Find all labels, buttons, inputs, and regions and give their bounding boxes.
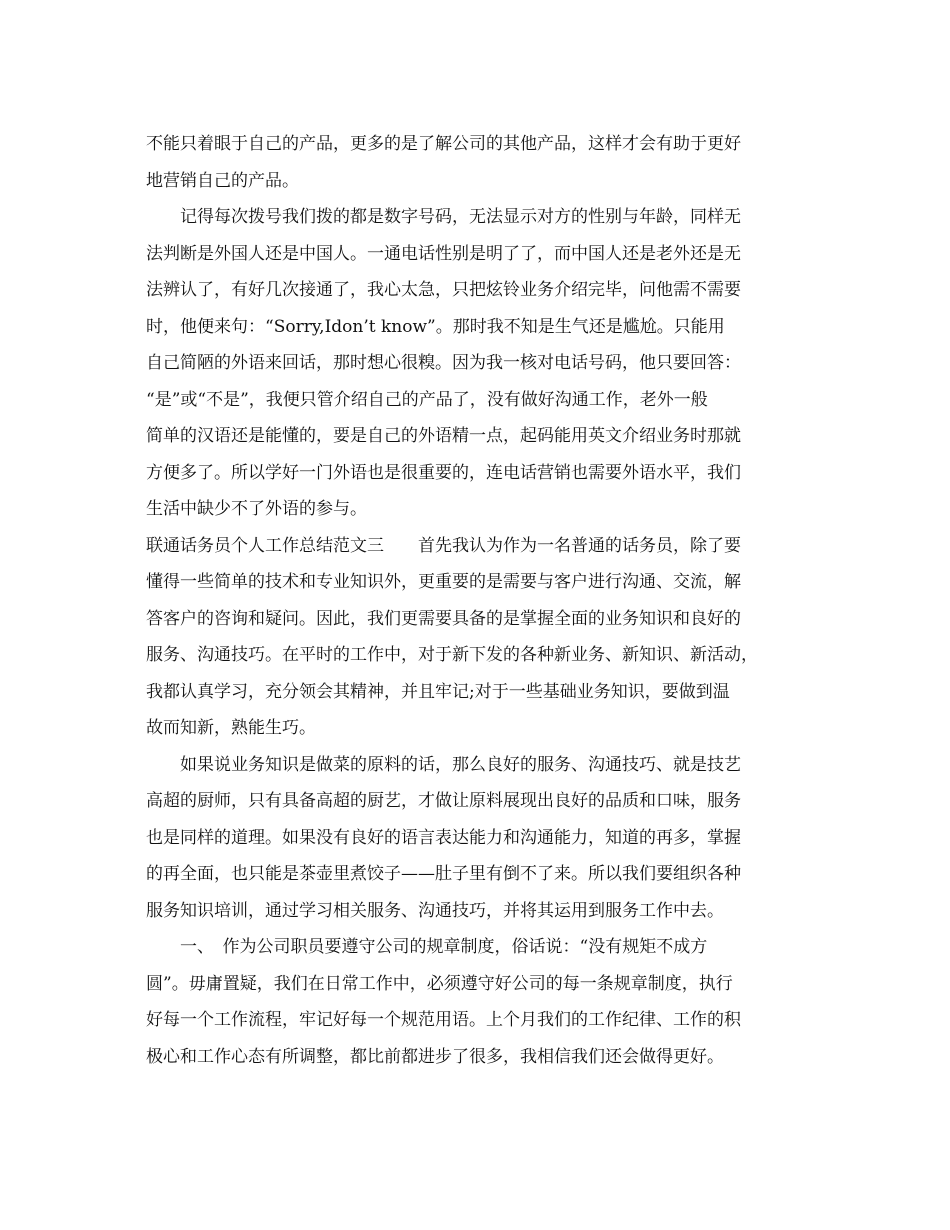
text-line: 的再全面，也只能是茶壶里煮饺子——肚子里有倒不了来。所以我们要组织各种 [146,864,741,884]
text-line: 服务知识培训，通过学习相关服务、沟通技巧，并将其运用到服务工作中去。 [146,900,724,921]
text-line: 极心和工作心态有所调整，都比前都进步了很多，我相信我们还会做得更好。 [146,1046,724,1067]
text-line: 高超的厨师，只有具备高超的厨艺，才做让原料展现出良好的品质和口味，服务 [146,791,741,811]
text-line: 记得每次拨号我们拨的都是数字号码，无法显示对方的性别与年龄，同样无 [146,207,741,227]
section-heading-line: 联通话务员个人工作总结范文三 首先我认为作为一名普通的话务员，除了要 [146,535,741,556]
text-line: 时，他便来句：“Sorry,Idon’t know”。那时我不知是生气还是尴尬。只能用 [146,316,725,337]
text-line: 也是同样的道理。如果没有良好的语言表达能力和沟通能力，知道的再多，掌握 [146,827,741,848]
text-line: 如果说业务知识是做菜的原料的话，那么良好的服务、沟通技巧、就是技艺 [146,754,741,775]
text-line: 法判断是外国人还是中国人。一通电话性别是明了了，而中国人还是老外还是无 [146,243,741,264]
text-line: 不能只着眼于自己的产品，更多的是了解公司的其他产品，这样才会有助于更好 [146,134,741,154]
text-line: 服务、沟通技巧。在平时的工作中，对于新下发的各种新业务、新知识、新活动， [146,645,758,665]
text-line: 自己简陋的外语来回话，那时想心很糗。因为我一核对电话号码，他只要回答： [146,353,741,373]
text-line: 我都认真学习，充分领会其精神，并且牢记;对于一些基础业务知识，要做到温 [146,681,730,702]
text-line: “是”或“不是”，我便只管介绍自己的产品了，没有做好沟通工作，老外一般 [146,389,708,410]
text-line: 方便多了。所以学好一门外语也是很重要的，连电话营销也需要外语水平，我们 [146,462,741,483]
text-line: 法辨认了，有好几次接通了，我心太急，只把炫铃业务介绍完毕，问他需不需要 [146,280,741,300]
text-line: 懂得一些简单的技术和专业知识外，更重要的是需要与客户进行沟通、交流，解 [146,572,741,592]
text-line: 好每一个工作流程，牢记好每一个规范用语。上个月我们的工作纪律、工作的积 [146,1010,741,1030]
text-line: 故而知新，熟能生巧。 [146,718,316,738]
text-line: 圆”。毋庸置疑，我们在日常工作中，必须遵守好公司的每一条规章制度，执行 [146,973,733,994]
text-line: 地营销自己的产品。 [146,170,299,191]
document-page [146,126,814,1075]
text-line: 一、 作为公司职员要遵守公司的规章制度，俗话说：“没有规矩不成方 [146,937,708,957]
text-line: 答客户的咨询和疑问。因此，我们更需要具备的是掌握全面的业务知识和良好的 [146,608,741,629]
text-line: 生活中缺少不了外语的参与。 [146,499,367,519]
text-line: 简单的汉语还是能懂的，要是自己的外语精一点，起码能用英文介绍业务时那就 [146,426,741,446]
